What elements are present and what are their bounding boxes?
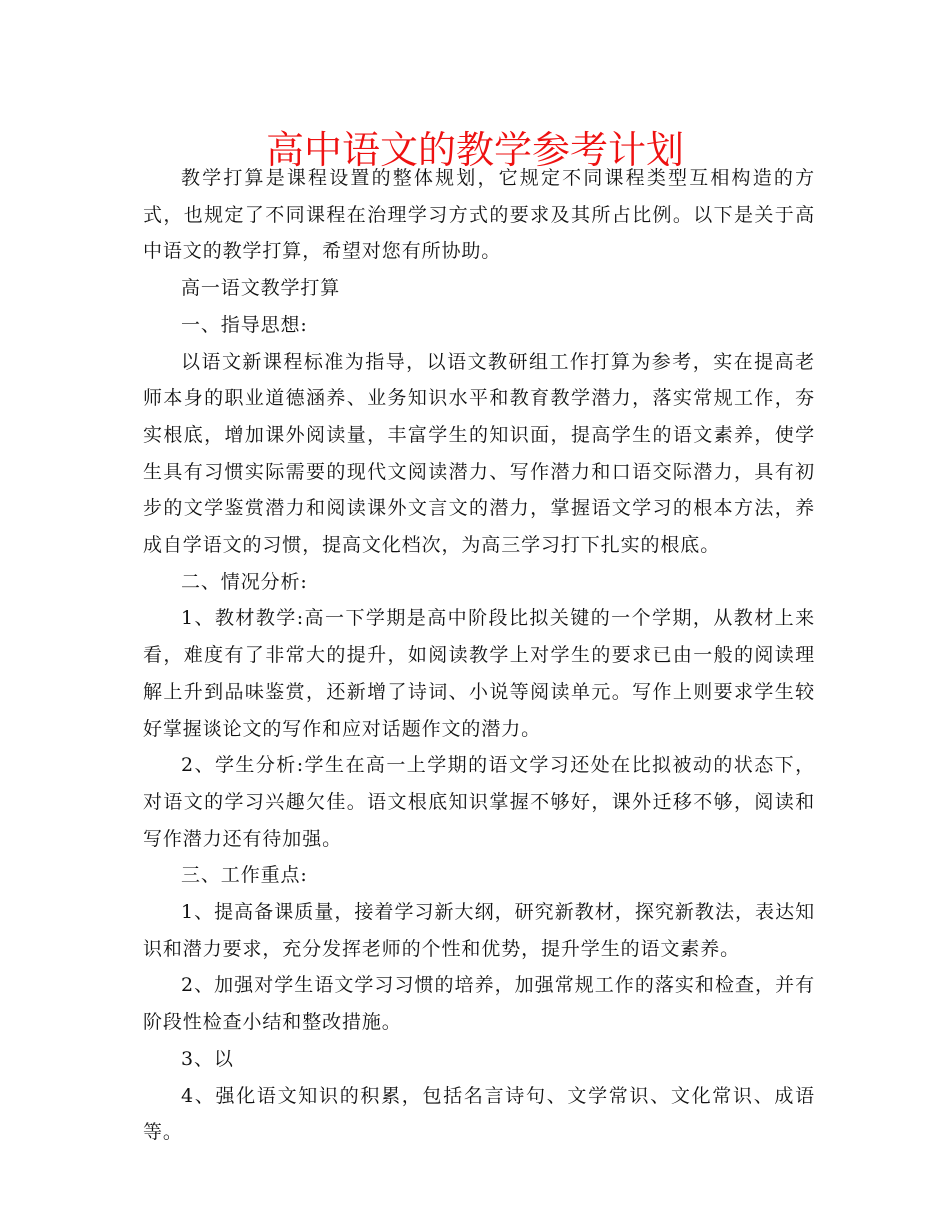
intro-paragraph: 教学打算是课程设置的整体规划，它规定不同课程类型互相构造的方式，也规定了不同课程在治理学习方式的要求及其所占比例。以下是关于高中语文的教学打算，希望对您有所协助。 (143, 167, 815, 263)
section-heading-grade-one-plan: 高一语文教学打算 (181, 277, 341, 300)
work-focus-item-3: 3、以 (181, 1047, 234, 1070)
student-analysis-paragraph: 2、学生分析:学生在高一上学期的语文学习还处在比拟被动的状态下，对语文的学习兴趣欠佳。语文根底知识掌握不够好，课外迁移不够，阅读和写作潜力还有待加强。 (143, 754, 815, 850)
guiding-thought-paragraph: 以语文新课程标准为指导，以语文教研组工作打算为参考，实在提高老师本身的职业道德涵养、业务知识水平和教育教学潜力，落实常规工作，夯实根底，增加课外阅读量，丰富学生的知识面，提高学生的语文素养，使学生具有习惯实际需要的现代文阅读潜力、写作潜力和口语交际潜力，具有初步的文学鉴赏潜力和阅读课外文言文的潜力，掌握语文学习的根本方法，养成自学语文的习惯，提高文化档次，为高三学习打下扎实的根底。 (143, 350, 815, 557)
section-heading-guiding-thought: 一、指导思想: (181, 313, 308, 336)
section-heading-situation-analysis: 二、情况分析: (181, 570, 308, 593)
work-focus-item-1: 1、提高备课质量，接着学习新大纲，研究新教材，探究新教法，表达知识和潜力要求，充分发挥老师的个性和优势，提升学生的语文素养。 (143, 901, 815, 960)
work-focus-item-2: 2、加强对学生语文学习习惯的培养，加强常规工作的落实和检查，并有阶段性检查小结和整改措施。 (143, 974, 815, 1034)
document-body (143, 160, 815, 1151)
document-title: 高中语文的教学参考计划 (265, 128, 684, 172)
textbook-analysis-paragraph: 1、教材教学:高一下学期是高中阶段比拟关键的一个学期，从教材上来看，难度有了非常大的提升，如阅读教学上对学生的要求已由一般的阅读理解上升到品味鉴赏，还新增了诗词、小说等阅读单元。写作上则要求学生较好掌握谈论文的写作和应对话题作文的潜力。 (143, 607, 815, 740)
section-heading-work-focus: 三、工作重点: (181, 864, 308, 887)
work-focus-item-4: 4、强化语文知识的积累，包括名言诗句、文学常识、文化常识、成语等。 (143, 1084, 815, 1144)
